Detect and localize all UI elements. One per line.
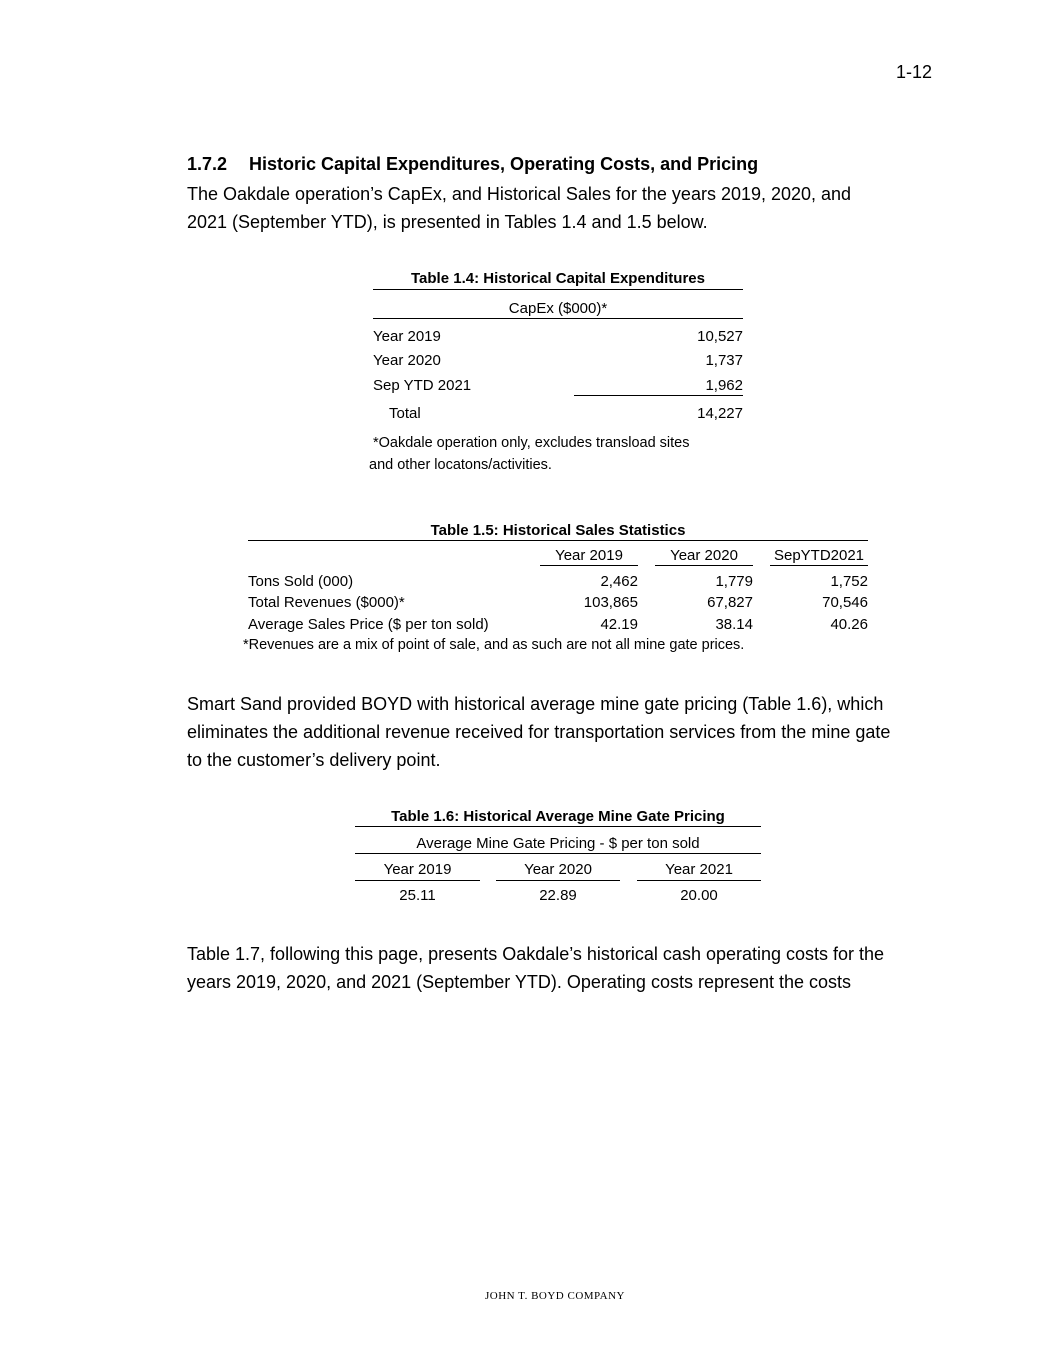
- table-row-label: Year 2020: [373, 352, 441, 369]
- paragraph-line: Smart Sand provided BOYD with historical average mine gate pricing (Table 1.6), which: [187, 694, 884, 714]
- divider: [248, 540, 868, 541]
- table-1-5-title: Table 1.5: Historical Sales Statistics: [430, 522, 686, 539]
- table-1-6-title: Table 1.6: Historical Average Mine Gate Pricing: [391, 808, 725, 825]
- paragraph-line: The Oakdale operation’s CapEx, and Historical Sales for the years 2019, 2020, and: [187, 184, 852, 204]
- table-cell: 20.00: [680, 887, 718, 904]
- table-row-label: Sep YTD 2021: [373, 377, 472, 394]
- table-row-value: 1,737: [705, 352, 743, 369]
- table-cell: 22.89: [539, 887, 577, 904]
- table-1-4-title: Table 1.4: Historical Capital Expenditures: [411, 270, 705, 287]
- table-total-value: 14,227: [697, 405, 743, 422]
- table-cell: 70,546: [822, 594, 868, 611]
- table-cell: 1,779: [715, 573, 753, 590]
- table-cell: 2,462: [600, 573, 638, 590]
- divider: [655, 565, 753, 566]
- operating-costs-paragraph: [187, 940, 947, 996]
- table-1-6-column-header: Year 2020: [524, 861, 592, 878]
- table-cell: 25.11: [399, 887, 436, 904]
- paragraph-line: Table 1.7, following this page, presents Oakdale’s historical cash operating costs for the: [187, 944, 885, 964]
- table-row-value: 10,527: [697, 328, 743, 345]
- divider: [355, 853, 761, 854]
- table-row-label: Tons Sold (000): [248, 573, 354, 590]
- table-1-6-column-header: Year 2019: [383, 861, 452, 878]
- divider: [373, 289, 743, 290]
- intro-paragraph: [187, 180, 947, 236]
- footer-company-name: JOHN T. BOYD COMPANY: [485, 1290, 625, 1302]
- table-row-label: Average Sales Price ($ per ton sold): [248, 616, 489, 633]
- table-total-label: Total: [389, 405, 421, 422]
- divider: [637, 880, 761, 881]
- table-row-label: Total Revenues ($000)*: [248, 594, 405, 611]
- table-cell: 67,827: [707, 594, 753, 611]
- table-row-label: Year 2019: [373, 328, 441, 345]
- divider: [373, 318, 743, 319]
- divider: [540, 565, 638, 566]
- table-cell: 1,752: [830, 573, 868, 590]
- table-1-5-column-header: Year 2020: [670, 547, 738, 564]
- table-cell: 42.19: [600, 616, 638, 633]
- section-number: 1.7.2: [187, 154, 228, 174]
- table-cell: 40.26: [830, 616, 868, 633]
- table-1-5-column-header: SepYTD2021: [773, 547, 865, 564]
- table-1-5-column-header: Year 2019: [555, 547, 623, 564]
- divider: [770, 565, 868, 566]
- table-row-value: 1,962: [705, 377, 743, 394]
- divider: [574, 395, 743, 396]
- table-1-4-note-line: and other locatons/activities.: [369, 457, 552, 473]
- table-1-4-note-line: *Oakdale operation only, excludes transload sites: [373, 435, 690, 451]
- paragraph-line: to the customer’s delivery point.: [187, 750, 441, 770]
- table-cell: 38.14: [715, 616, 753, 633]
- table-1-4-column-header: CapEx ($000)*: [508, 300, 608, 317]
- table-1-6-column-header: Year 2021: [665, 861, 733, 878]
- divider: [496, 880, 620, 881]
- paragraph-line: 2021 (September YTD), is presented in Tables 1.4 and 1.5 below.: [187, 212, 708, 232]
- section-heading: [187, 154, 758, 175]
- page-number: 1-12: [895, 62, 932, 82]
- table-1-6-subheader: Average Mine Gate Pricing - $ per ton sold: [416, 835, 700, 852]
- divider: [355, 880, 480, 881]
- divider: [355, 826, 761, 827]
- mine-gate-paragraph: [187, 690, 947, 774]
- table-1-5-note: *Revenues are a mix of point of sale, and as such are not all mine gate prices.: [243, 637, 745, 653]
- section-title: Historic Capital Expenditures, Operating Costs, and Pricing: [249, 154, 759, 174]
- paragraph-line: years 2019, 2020, and 2021 (September YTD). Operating costs represent the costs: [187, 972, 852, 992]
- paragraph-line: eliminates the additional revenue received for transportation services from the mine gate: [187, 722, 891, 742]
- table-cell: 103,865: [583, 594, 638, 611]
